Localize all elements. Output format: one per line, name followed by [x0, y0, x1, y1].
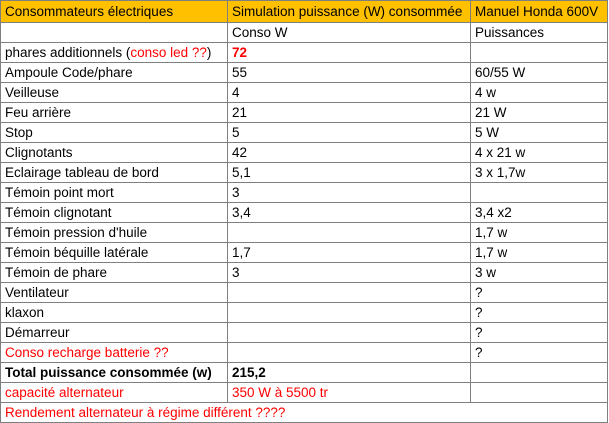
table-row	[1, 143, 608, 163]
table-row	[1, 243, 608, 263]
header-cell-simulation[interactable]: Simulation puissance (W) consommée	[228, 1, 471, 23]
cell-conso[interactable]: 42	[228, 143, 471, 163]
cell-conso[interactable]	[228, 323, 471, 343]
cell-puissance[interactable]	[471, 43, 608, 63]
cell-conso[interactable]: 4	[228, 83, 471, 103]
table-row	[1, 263, 608, 283]
table-row	[1, 343, 608, 363]
cell-label[interactable]: Témoin de phare	[1, 263, 228, 283]
cell-empty[interactable]	[1, 23, 228, 43]
label-text: phares additionnels (	[5, 45, 131, 60]
table-row	[1, 163, 608, 183]
cell-label[interactable]: Conso recharge batterie ??	[1, 343, 228, 363]
subheader-cell-puissances[interactable]: Puissances	[471, 23, 608, 43]
table-row	[1, 103, 608, 123]
cell-puissance[interactable]	[471, 183, 608, 203]
label-end-text: )	[206, 45, 212, 60]
table-row	[1, 203, 608, 223]
cell-puissance[interactable]: ?	[471, 343, 608, 363]
cell-conso[interactable]	[228, 283, 471, 303]
subheader-row	[1, 23, 608, 43]
subheader-cell-conso[interactable]: Conso W	[228, 23, 471, 43]
cell-conso[interactable]: 1,7	[228, 243, 471, 263]
cell-puissance[interactable]: ?	[471, 303, 608, 323]
cell-label[interactable]: klaxon	[1, 303, 228, 323]
total-row	[1, 363, 608, 383]
cell-conso[interactable]: 72	[228, 43, 471, 63]
cell-puissance[interactable]: 60/55 W	[471, 63, 608, 83]
header-cell-consommateurs[interactable]: Consommateurs électriques	[1, 1, 228, 23]
cell-conso[interactable]: 5,1	[228, 163, 471, 183]
rendement-label[interactable]: Rendement alternateur à régime différent ????	[1, 403, 608, 423]
cell-puissance[interactable]: 4 w	[471, 83, 608, 103]
cell-puissance[interactable]: ?	[471, 283, 608, 303]
table-row	[1, 43, 608, 63]
table-row	[1, 123, 608, 143]
cell-label[interactable]: Ampoule Code/phare	[1, 63, 228, 83]
cell-conso[interactable]: 21	[228, 103, 471, 123]
table-row	[1, 63, 608, 83]
table-row	[1, 323, 608, 343]
alternateur-label[interactable]: capacité alternateur	[1, 383, 228, 403]
total-label[interactable]: Total puissance consommée (w)	[1, 363, 228, 383]
cell-puissance[interactable]: 1,7 w	[471, 243, 608, 263]
cell-label[interactable]: Témoin clignotant	[1, 203, 228, 223]
cell-conso[interactable]: 55	[228, 63, 471, 83]
header-row	[1, 1, 608, 23]
cell-label[interactable]: Clignotants	[1, 143, 228, 163]
cell-conso[interactable]: 3	[228, 183, 471, 203]
cell-puissance[interactable]: 1,7 w	[471, 223, 608, 243]
cell-puissance[interactable]: 5 W	[471, 123, 608, 143]
cell-label[interactable]: Stop	[1, 123, 228, 143]
cell-puissance[interactable]: 21 W	[471, 103, 608, 123]
cell-label[interactable]	[1, 43, 228, 63]
header-cell-manuel[interactable]: Manuel Honda 600V	[471, 1, 608, 23]
cell-label[interactable]: Témoin point mort	[1, 183, 228, 203]
table-row	[1, 183, 608, 203]
table-row	[1, 283, 608, 303]
cell-puissance[interactable]: 3 x 1,7w	[471, 163, 608, 183]
cell-label[interactable]: Témoin pression d'huile	[1, 223, 228, 243]
table-row	[1, 83, 608, 103]
cell-label[interactable]: Eclairage tableau de bord	[1, 163, 228, 183]
rendement-row	[1, 403, 608, 423]
cell-puissance[interactable]: 3 w	[471, 263, 608, 283]
cell-label[interactable]: Veilleuse	[1, 83, 228, 103]
alternateur-value[interactable]: 350 W à 5500 tr	[228, 383, 471, 403]
cell-conso[interactable]: 3,4	[228, 203, 471, 223]
cell-puissance[interactable]: ?	[471, 323, 608, 343]
cell-puissance[interactable]: 4 x 21 w	[471, 143, 608, 163]
cell-label[interactable]: Feu arrière	[1, 103, 228, 123]
alternateur-row	[1, 383, 608, 403]
table-row	[1, 303, 608, 323]
cell-conso[interactable]: 5	[228, 123, 471, 143]
cell-empty[interactable]	[471, 363, 608, 383]
cell-conso[interactable]: 3	[228, 263, 471, 283]
table-row	[1, 223, 608, 243]
label-red-text: conso led ??	[130, 45, 207, 60]
total-value[interactable]: 215,2	[228, 363, 471, 383]
cell-conso[interactable]	[228, 303, 471, 323]
cell-label[interactable]: Témoin béquille latérale	[1, 243, 228, 263]
cell-label[interactable]: Démarreur	[1, 323, 228, 343]
cell-conso[interactable]	[228, 223, 471, 243]
cell-empty[interactable]	[471, 383, 608, 403]
cell-label[interactable]: Ventilateur	[1, 283, 228, 303]
cell-puissance[interactable]: 3,4 x2	[471, 203, 608, 223]
cell-conso[interactable]	[228, 343, 471, 363]
